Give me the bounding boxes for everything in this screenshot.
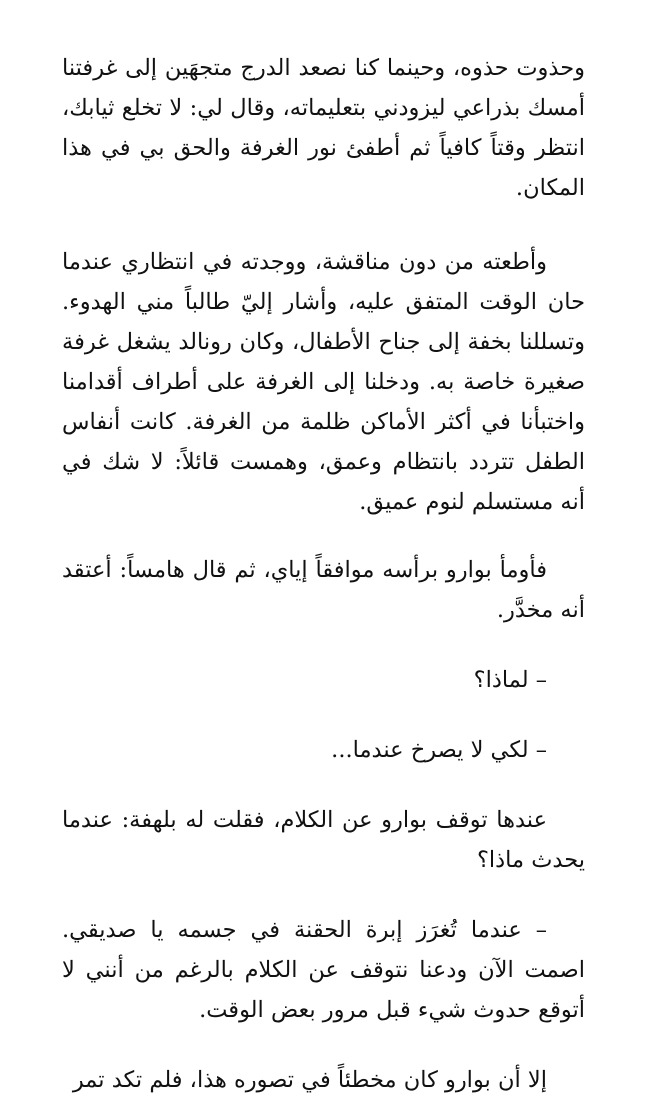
paragraph-drugged: فأومأ بوارو برأسه موافقاً إياي، ثم قال هامساً: أعتقد أنه مخدَّر. xyxy=(62,557,585,623)
paragraph-when-what: عندها توقف بوارو عن الكلام، فقلت له بلهفة: عندما يحدث ماذا؟ xyxy=(62,807,585,873)
paragraph-poirot-mistaken: إلا أن بوارو كان مخطئاً في تصوره هذا، فلم تكد تمر xyxy=(72,1067,547,1093)
paragraph-following-poirot: وحذوت حذوه، وحينما كنا نصعد الدرج متجهَين إلى غرفتنا أمسك بذراعي ليزودني بتعليماته، وقال لي: لا تخلع ثيابك، انتظر وقتاً كافياً ثم أطفئ نور الغرفة والحق بي في هذا المكان. xyxy=(62,55,585,201)
dialogue-why: – لماذا؟ xyxy=(473,667,547,693)
dialogue-not-scream: – لكي لا يصرخ عندما... xyxy=(331,737,547,763)
dialogue-injection: – عندما تُغرَز إبرة الحقنة في جسمه يا صديقي. اصمت الآن ودعنا نتوقف عن الكلام بالرغم من أنني لا أتوقع حدوث شيء قبل مرور بعض الوقت. xyxy=(62,917,585,1023)
paragraph-children-wing: وأطعته من دون مناقشة، ووجدته في انتظاري عندما حان الوقت المتفق عليه، وأشار إليّ طالباً مني الهدوء. وتسللنا بخفة إلى جناح الأطفال، وكان رونالد يشغل غرفة صغيرة خاصة به. ودخلنا إلى الغرفة على أطراف أقدامنا واختبأنا في أكثر الأماكن ظلمة من الغرفة. كانت أنفاس الطفل تتردد بانتظام وعمق، وهمست قائلاً: لا شك في أنه مستسلم لنوم عميق. xyxy=(62,249,585,515)
